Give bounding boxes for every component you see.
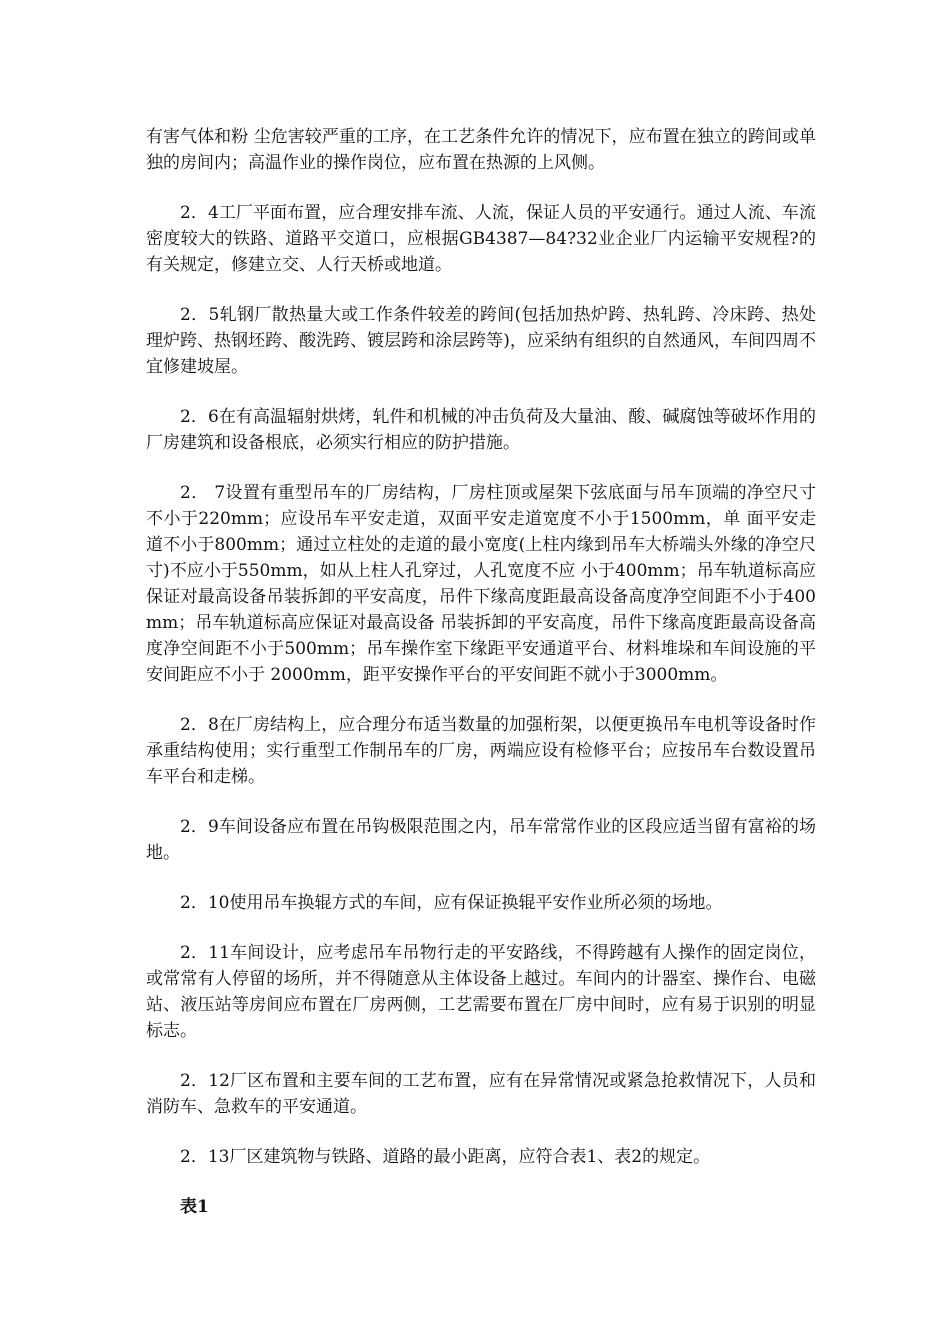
paragraph-2-6: 2．6在有高温辐射烘烤，轧件和机械的冲击负荷及大量油、酸、碱腐蚀等破坏作用的厂房建筑和设备根底，必须实行相应的防护措施。	[146, 407, 816, 453]
paragraph-2-5: 2．5轧钢厂散热量大或工作条件较差的跨间(包括加热炉跨、热轧跨、冷床跨、热处理炉跨、热钢坯跨、酸洗跨、镀层跨和涂层跨等)，应采纳有组织的自然通风，车间四周不宜修建坡屋。	[146, 305, 816, 377]
paragraph-2-13: 2．13厂区建筑物与铁路、道路的最小距离，应符合表1、表2的规定。	[180, 1147, 711, 1167]
paragraph-2-7: 2． 7设置有重型吊车的厂房结构，厂房柱顶或屋架下弦底面与吊车顶端的净空尺寸不小于220mm；应设吊车平安走道，双面平安走道宽度不小于1500mm，单 面平安走道不小于800mm；通过立柱处的走道的最小宽度(上柱内缘到吊车大桥端头外缘的净空尺寸)不应小于550mm，如从上柱人孔穿过，人孔宽度不应 小于400mm；吊车轨道标高应保证对最高设备吊装拆卸的平安高度，吊件下缘高度距最高设备高度净空间距不小于400mm；吊车轨道标高应保证对最高设备 吊装拆卸的平安高度，吊件下缘高度距最高设备高度净空间距不小于500mm；吊车操作室下缘距平安通道平台、材料堆垛和车间设施的平安间距应不小于 2000mm，距平安操作平台的平安间距不就小于3000mm。	[146, 483, 816, 685]
paragraph-2-8: 2．8在厂房结构上，应合理分布适当数量的加强桁架，以便更换吊车电机等设备时作承重结构使用；实行重型工作制吊车的厂房，两端应设有检修平台；应按吊车台数设置吊车平台和走梯。	[146, 715, 816, 787]
document-page	[146, 124, 816, 1220]
paragraph-2-11: 2．11车间设计，应考虑吊车吊物行走的平安路线，不得跨越有人操作的固定岗位，或常常有人停留的场所，并不得随意从主体设备上越过。车间内的计器室、操作台、电磁站、液压站等房间应布置在厂房两侧，工艺需要布置在厂房中间时，应有易于识别的明显标志。	[146, 943, 816, 1041]
paragraph-2-10: 2．10使用吊车换辊方式的车间，应有保证换辊平安作业所必须的场地。	[180, 893, 723, 913]
paragraph-continuation: 有害气体和粉 尘危害较严重的工序，在工艺条件允许的情况下，应布置在独立的跨间或单独的房间内；高温作业的操作岗位，应布置在热源的上风侧。	[146, 127, 816, 173]
paragraph-2-4: 2．4工厂平面布置，应合理安排车流、人流，保证人员的平安通行。通过人流、车流密度较大的铁路、道路平交道口，应根据GB4387—84?32业企业厂内运输平安规程?的有关规定，修建立交、人行天桥或地道。	[146, 203, 816, 275]
paragraph-2-9: 2．9车间设备应布置在吊钩极限范围之内，吊车常常作业的区段应适当留有富裕的场地。	[146, 817, 816, 863]
paragraph-2-12: 2．12厂区布置和主要车间的工艺布置，应有在异常情况或紧急抢救情况下，人员和消防车、急救车的平安通道。	[146, 1071, 816, 1117]
table-caption: 表1	[180, 1197, 209, 1217]
